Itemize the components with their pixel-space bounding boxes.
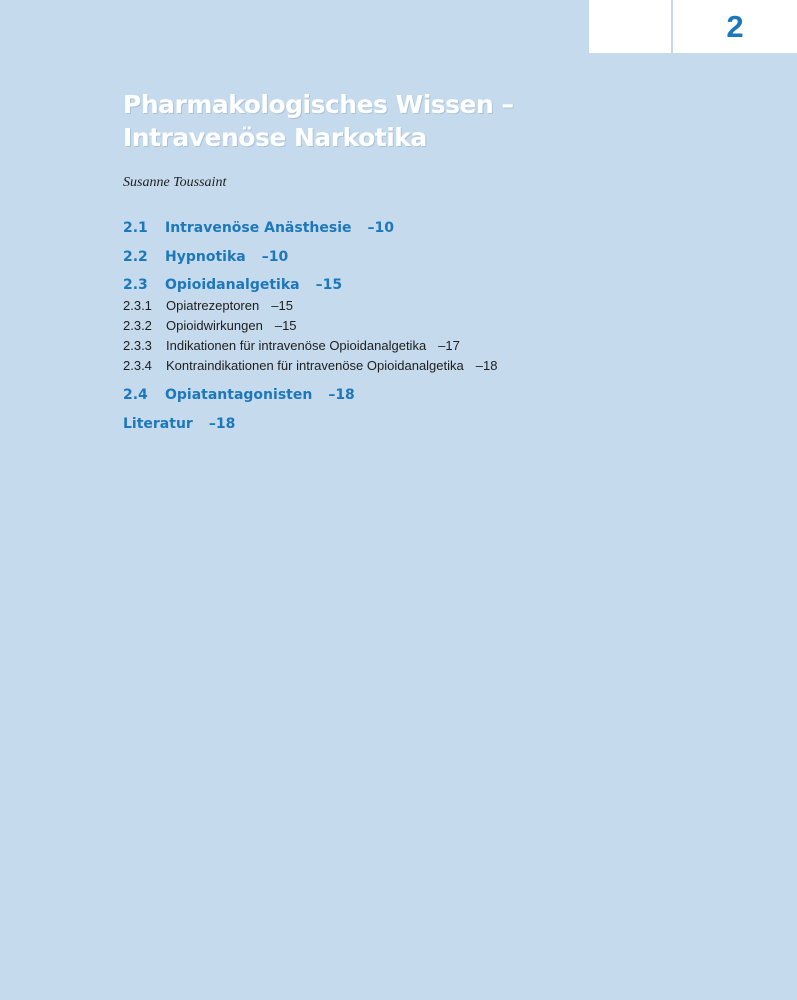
toc-entry-number: 2.1 bbox=[123, 220, 148, 236]
chapter-number: 2 bbox=[726, 9, 744, 44]
toc-entry-number: 2.3 bbox=[123, 277, 148, 293]
toc-entry-page: –15 bbox=[274, 318, 297, 333]
toc-entry-page: –10 bbox=[261, 249, 289, 265]
author-name: Susanne Toussaint bbox=[123, 175, 227, 190]
toc-entry-number: 2.4 bbox=[123, 387, 148, 403]
toc-entry-page: –17 bbox=[438, 338, 460, 353]
toc-entry-page: –10 bbox=[367, 220, 394, 236]
toc-entry-2-2[interactable] bbox=[123, 248, 288, 266]
toc-entry-number: 2.3.1 bbox=[123, 298, 152, 313]
toc-entry-number: 2.2 bbox=[123, 249, 148, 265]
toc-entry-2-3-1[interactable] bbox=[123, 297, 293, 314]
toc-entry-label: Opioidwirkungen bbox=[166, 318, 263, 333]
toc-entry-label: Literatur bbox=[123, 416, 193, 432]
toc-entry-page: –18 bbox=[208, 416, 236, 432]
toc-entry-2-3[interactable] bbox=[123, 276, 342, 294]
toc-entry-page: –15 bbox=[271, 298, 293, 313]
toc-entry-label: Opiatantagonisten bbox=[165, 387, 313, 403]
toc-entry-number: 2.3.3 bbox=[123, 338, 152, 353]
toc-entry-2-3-2[interactable] bbox=[123, 317, 297, 334]
toc-entry-number: 2.3.4 bbox=[123, 358, 152, 373]
toc-entry-page: –15 bbox=[315, 277, 343, 293]
toc-entry-label: Hypnotika bbox=[165, 249, 246, 265]
toc-entry-label: Intravenöse Anästhesie bbox=[165, 220, 352, 236]
chapter-title-line-2: Intravenöse Narkotika bbox=[123, 123, 427, 152]
toc-entry-2-3-4[interactable] bbox=[123, 357, 497, 374]
chapter-title-line-1: Pharmakologisches Wissen – bbox=[123, 90, 514, 119]
toc-entry-label: Kontraindikationen für intravenöse Opioidanalgetika bbox=[166, 358, 464, 373]
toc-entry-2-3-3[interactable] bbox=[123, 337, 460, 354]
chapter-box-left-cell bbox=[589, 0, 671, 53]
toc-entry-page: –18 bbox=[475, 358, 498, 373]
toc-entry-label: Opiatrezeptoren bbox=[166, 298, 260, 313]
toc-entry-label: Indikationen für intravenöse Opioidanalgetika bbox=[166, 338, 427, 353]
chapter-title bbox=[123, 88, 683, 154]
toc-entry-number: 2.3.2 bbox=[123, 318, 152, 333]
toc-entry-label: Opioidanalgetika bbox=[165, 277, 300, 293]
chapter-number-box bbox=[589, 0, 797, 53]
toc-entry-2-1[interactable] bbox=[123, 219, 394, 237]
toc-entry-page: –18 bbox=[328, 387, 355, 403]
toc-entry-2-4[interactable] bbox=[123, 386, 355, 404]
chapter-box-right-cell bbox=[673, 0, 797, 53]
toc-entry-literatur[interactable] bbox=[123, 415, 235, 433]
